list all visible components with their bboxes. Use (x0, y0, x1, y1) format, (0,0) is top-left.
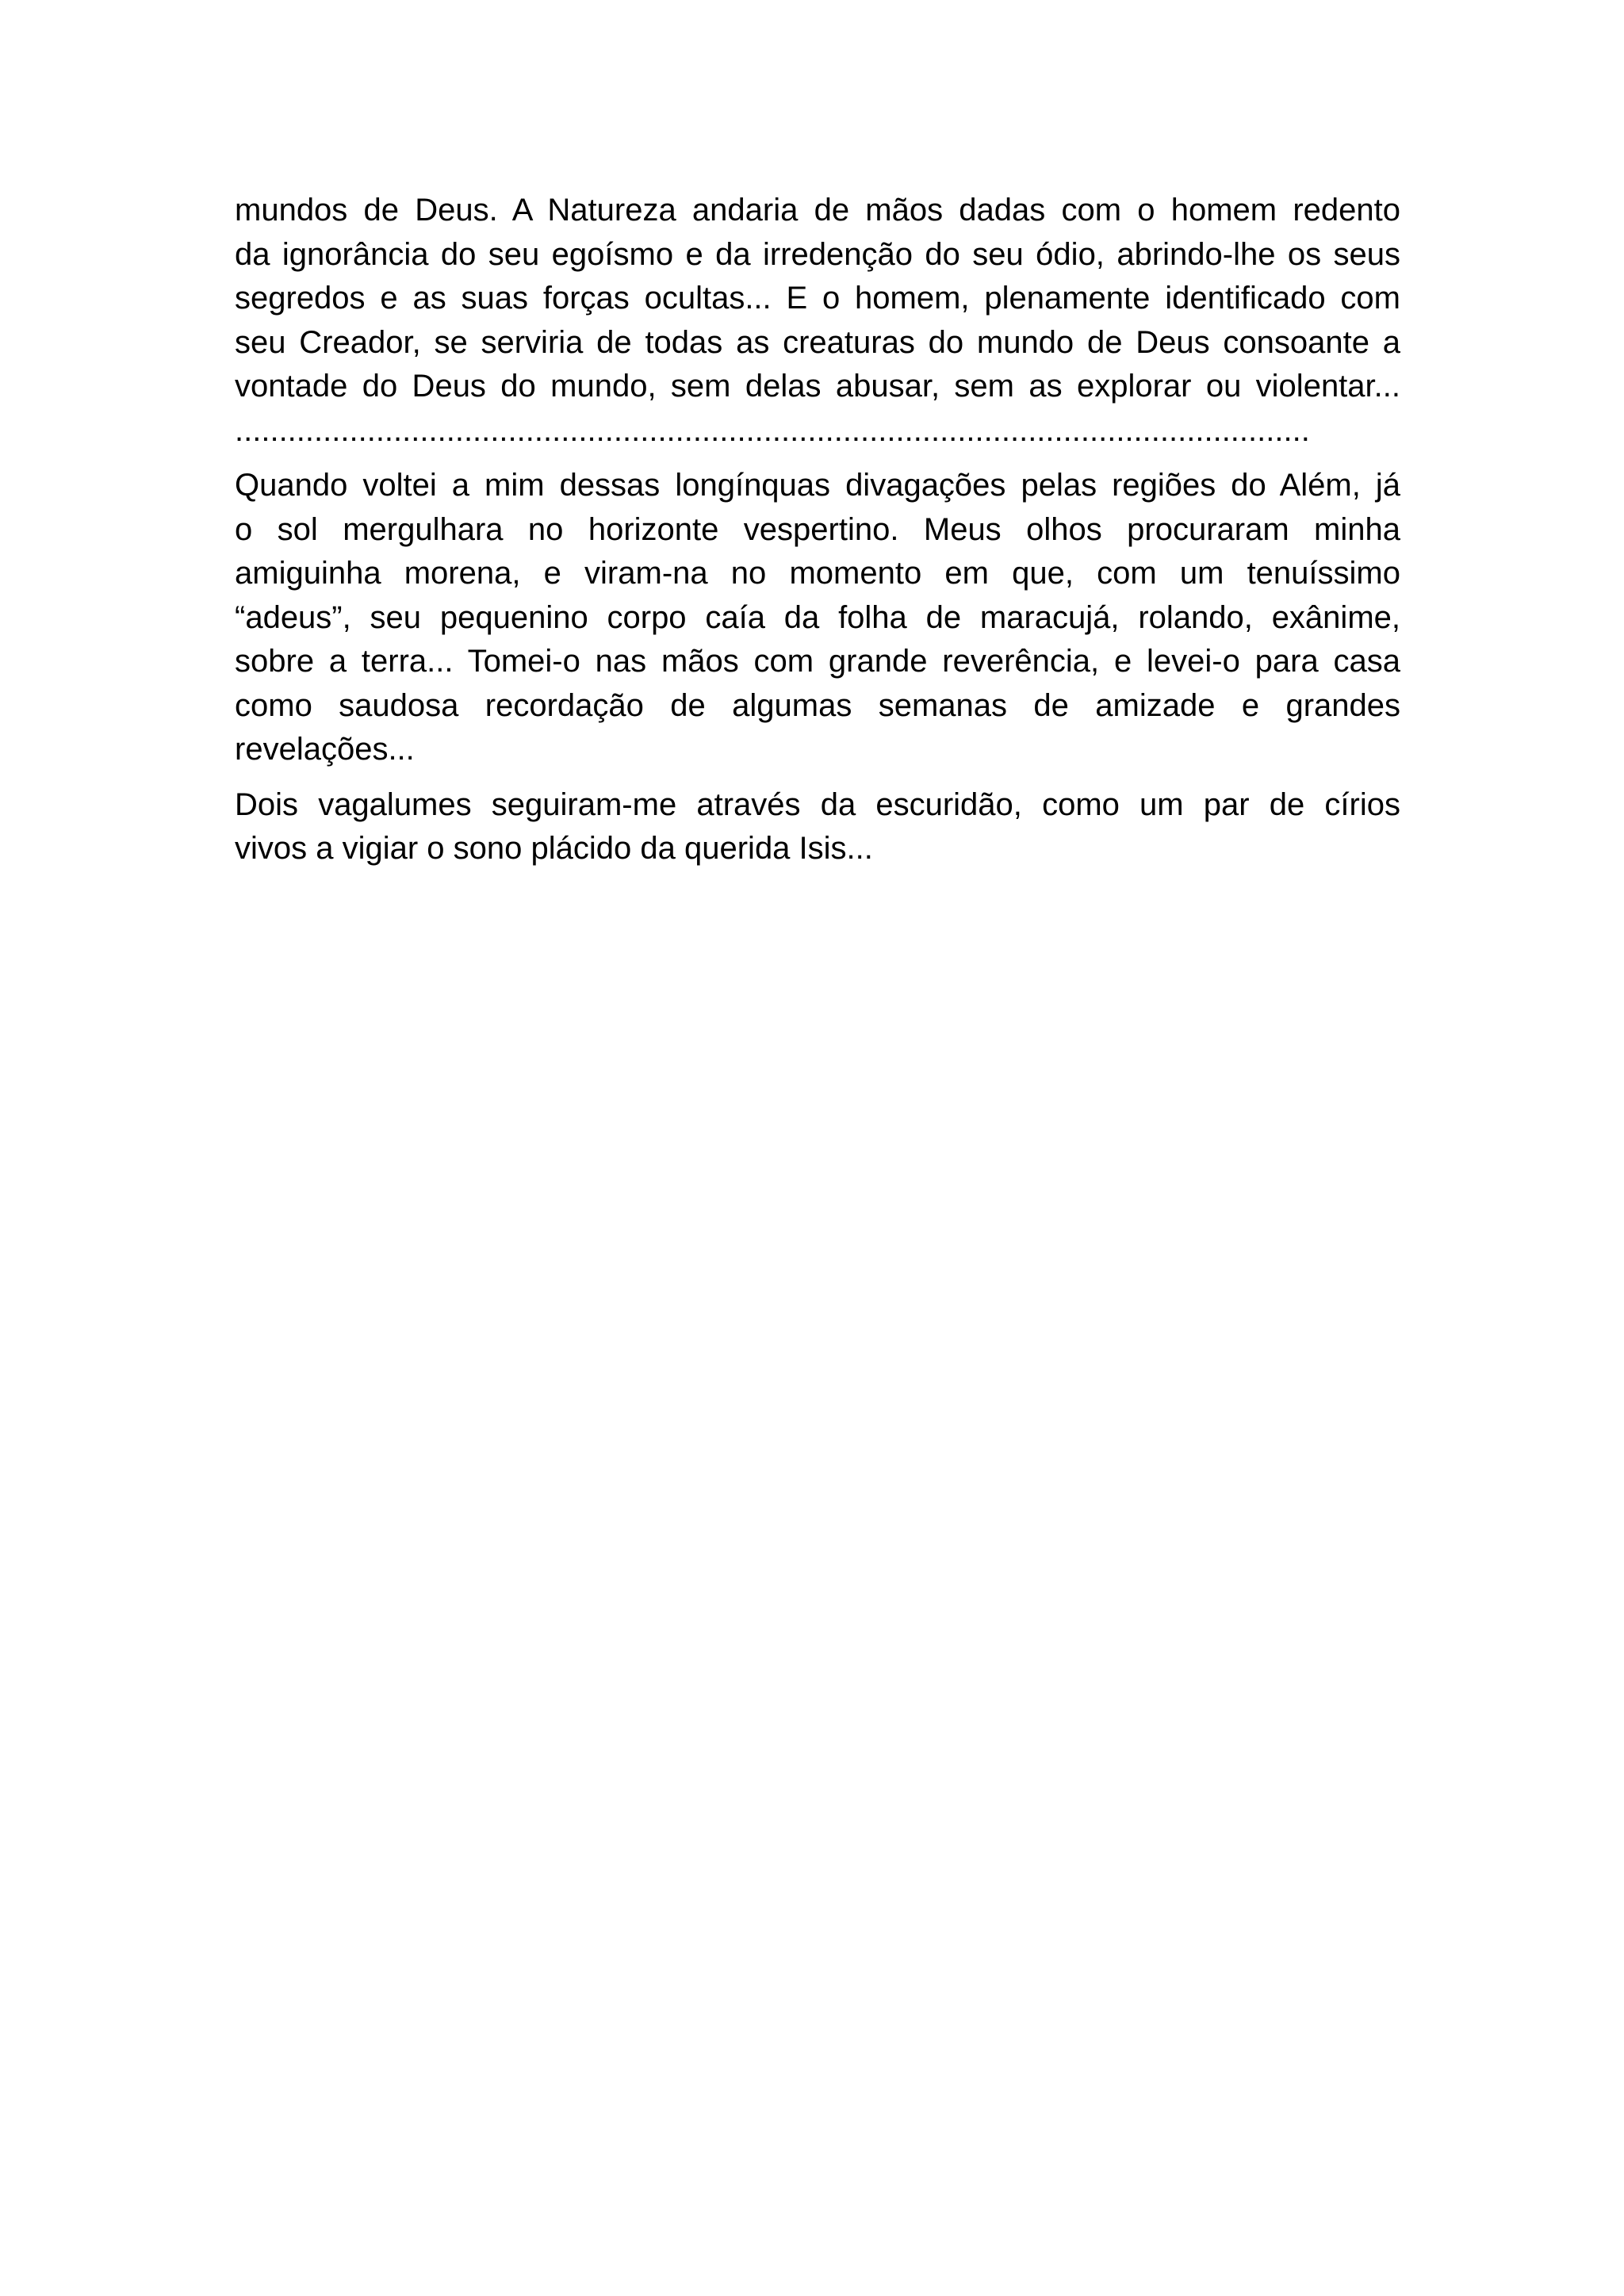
paragraph-3 (235, 783, 1400, 871)
text-line: mundos de Deus. A Natureza andaria de mãos dadas com o homem redento (235, 193, 1400, 228)
text-line: vivos a vigiar o sono plácido da querida Isis... (235, 831, 873, 866)
document-body (235, 189, 1400, 871)
text-line: da ignorância do seu egoísmo e da irredenção do seu ódio, abrindo-lhe os seus (235, 236, 1400, 272)
text-line: Quando voltei a mim dessas longínquas divagações pelas regiões do Além, já (235, 468, 1400, 503)
text-line: segredos e as suas forças ocultas... E o homem, plenamente identificado com (235, 281, 1400, 316)
dotted-separator-line: .......................................................................................................................... (235, 412, 1310, 448)
text-line: sobre a terra... Tomei-o nas mãos com grande reverência, e levei-o para casa (235, 644, 1400, 679)
text-line: como saudosa recordação de algumas semanas de amizade e grandes (235, 687, 1400, 723)
text-line: seu Creador, se serviria de todas as creaturas do mundo de Deus consoante a (235, 324, 1400, 360)
text-line: Dois vagalumes seguiram-me através da escuridão, como um par de círios (235, 786, 1400, 822)
text-line: revelações... (235, 732, 415, 767)
text-line: o sol mergulhara no horizonte vespertino. Meus olhos procuraram minha (235, 511, 1400, 547)
text-line: amiguinha morena, e viram-na no momento em que, com um tenuíssimo (235, 556, 1400, 591)
paragraph-2 (235, 464, 1400, 772)
text-line: vontade do Deus do mundo, sem delas abusar, sem as explorar ou violentar... (235, 369, 1400, 404)
text-line: “adeus”, seu pequenino corpo caía da folha de maracujá, rolando, exânime, (235, 599, 1400, 635)
paragraph-1 (235, 189, 1400, 453)
